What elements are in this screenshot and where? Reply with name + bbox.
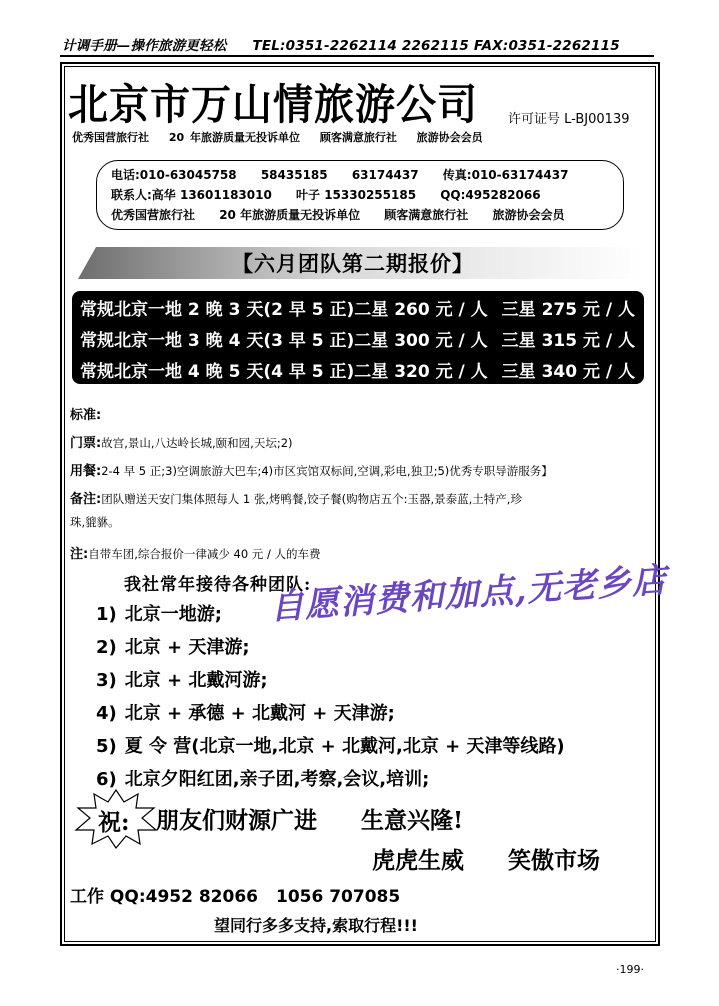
closing-line: 望同行多多支持,索取行程!!! [214, 916, 418, 935]
group-item-number: 3) [96, 670, 117, 691]
group-item [96, 699, 395, 725]
zodiac-phrase-2: 笑傲市场 [508, 847, 600, 874]
phone-primary: 电话:010-63045758 [111, 168, 237, 182]
group-item-text: 夏 令 营(北京一地,北京 + 北戴河,北京 + 天津等线路) [124, 736, 565, 757]
tickets-line [70, 432, 293, 451]
notes-label: 备注: [70, 492, 102, 507]
note-text: 自带车团,综合报价一律减少 40 元 / 人的车费 [88, 547, 321, 561]
notes-text-continued: 珠,貔貅。 [70, 515, 120, 529]
wish-zhu: 祝: [98, 809, 130, 836]
group-item-text: 北京一地游; [124, 604, 222, 625]
honor-item: 优秀国营旅行社 [111, 208, 196, 222]
groups-title: 我社常年接待各种团队: [124, 575, 312, 595]
company-name: 北京市万山情旅游公司 [68, 81, 478, 130]
meals-label: 用餐: [70, 464, 102, 479]
promo-slogan: 自愿消费和加点,无老乡店 [268, 560, 669, 628]
group-item-text: 北京 + 天津游; [124, 637, 250, 658]
license-number: 许可证号 L-BJ00139 [508, 112, 630, 127]
price-route: 常规北京一地 2 晚 3 天(2 早 5 正)二星 260 元 / 人 [80, 300, 488, 320]
group-item-number: 1) [96, 604, 117, 625]
price-route: 常规北京一地 4 晚 5 天(4 早 5 正)二星 320 元 / 人 [80, 362, 488, 382]
phone-tertiary: 63174437 [351, 168, 419, 182]
price-route: 常规北京一地 3 晚 4 天(3 早 5 正)二星 300 元 / 人 [80, 331, 488, 351]
contact-persons-line [111, 186, 561, 203]
honor-item: 顾客满意旅行社 [319, 131, 397, 144]
group-item-text: 北京 + 承德 + 北戴河 + 天津游; [124, 703, 395, 724]
banner-title: 【六月团队第二期报价】 [232, 252, 474, 276]
meals-line [70, 460, 553, 479]
group-item [96, 732, 565, 758]
contact-person-2: 叶子 15330255185 [296, 188, 417, 202]
group-item-number: 5) [96, 736, 117, 757]
honor-item: 旅游协会会员 [492, 208, 565, 222]
notes-text: 团队赠送天安门集体照每人 1 张,烤鸭餐,饺子餐(购物店五个:玉器,景泰蓝,土特产,珍 [101, 492, 522, 506]
group-item-number: 2) [96, 637, 117, 658]
price-three-star: 三星 275 元 / 人 [501, 300, 636, 320]
contact-phones-line [111, 166, 588, 183]
honor-item: 优秀国营旅行社 [72, 131, 149, 144]
tickets-label: 门票: [70, 436, 102, 451]
header-rule [60, 55, 654, 57]
wish-fortune: 朋友们财源广进 [156, 807, 317, 834]
honor-item: 20 年旅游质量无投诉单位 [219, 208, 361, 222]
header-bar [62, 34, 652, 54]
group-item [96, 600, 222, 626]
fax-number: 传真:010-63174437 [442, 168, 569, 182]
honor-item: 顾客满意旅行社 [384, 208, 469, 222]
contact-qq: QQ:495282066 [440, 188, 541, 202]
phone-secondary: 58435185 [260, 168, 328, 182]
notes-line [70, 488, 522, 507]
group-item-text: 北京 + 北戴河游; [124, 670, 268, 691]
price-line [80, 326, 635, 351]
honor-item: 20 年旅游质量无投诉单位 [168, 131, 300, 144]
wish-line [156, 802, 463, 835]
note-label: 注: [70, 547, 89, 562]
honor-item: 旅游协会会员 [416, 131, 483, 144]
contact-box [96, 160, 624, 230]
work-qq-primary: 工作 QQ:4952 82066 [70, 887, 258, 907]
standard-label: 标准: [70, 408, 102, 423]
header-tagline: 计调手册—操作旅游更轻松 [62, 38, 227, 54]
group-item-number: 6) [96, 769, 117, 790]
price-three-star: 三星 340 元 / 人 [501, 362, 636, 382]
zodiac-phrase-1: 虎虎生威 [372, 847, 464, 874]
price-line [80, 357, 635, 382]
note-line [70, 543, 321, 562]
price-box [72, 291, 644, 384]
group-item-text: 北京夕阳红团,亲子团,考察,会议,培训; [124, 769, 430, 790]
page-number: ·199· [616, 963, 644, 976]
wish-business: 生意兴隆! [361, 807, 464, 834]
company-honors [72, 129, 497, 145]
contact-honors-line [111, 206, 585, 223]
price-three-star: 三星 315 元 / 人 [501, 331, 636, 351]
zodiac-line [372, 842, 600, 875]
contact-person: 联系人:高华 13601183010 [111, 188, 272, 202]
group-item-number: 4) [96, 703, 117, 724]
standard-heading [70, 404, 101, 423]
meals-text: 2-4 早 5 正;3)空调旅游大巴车;4)市区宾馆双标间,空调,彩电,独卫;5)优秀专职导游服务】 [101, 464, 553, 478]
group-item [96, 633, 250, 659]
work-qq [70, 882, 400, 907]
price-line [80, 295, 635, 320]
notes-line-2 [70, 514, 120, 530]
work-qq-secondary: 1056 707085 [276, 887, 401, 907]
header-phones: TEL:0351-2262114 2262115 FAX:0351-2262115 [252, 38, 620, 54]
tickets-text: 故宫,景山,八达岭长城,颐和园,天坛;2) [101, 436, 293, 450]
group-item [96, 666, 268, 692]
